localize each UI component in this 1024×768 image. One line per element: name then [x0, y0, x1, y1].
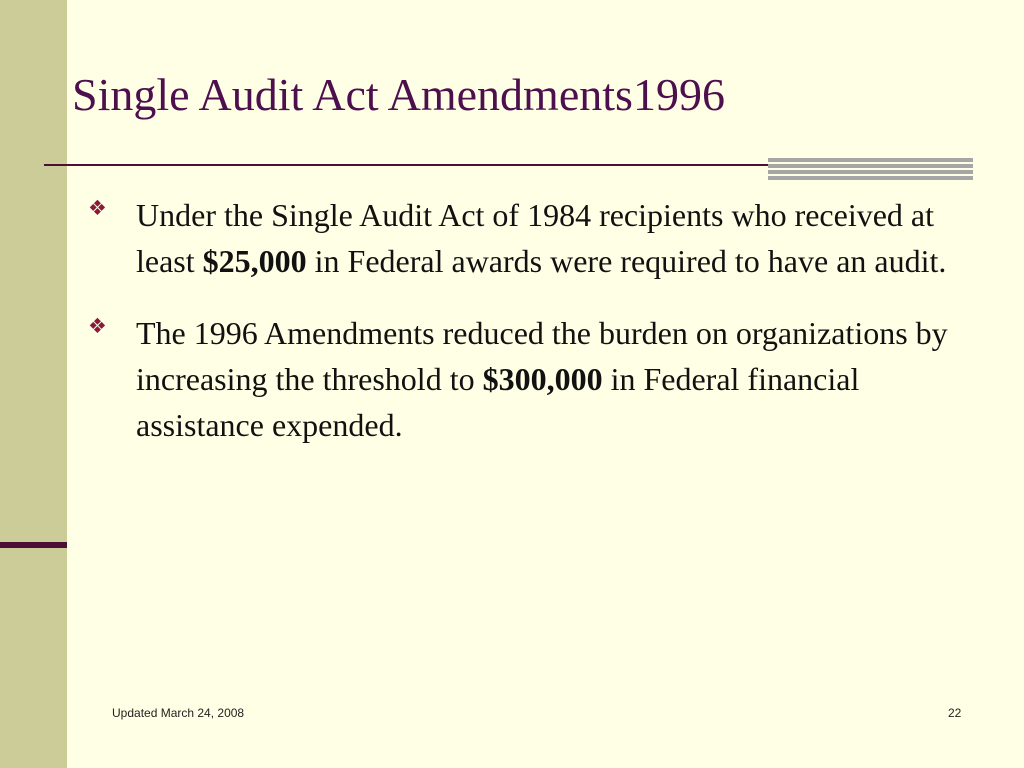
bullet-item	[88, 192, 968, 284]
left-accent-bar	[0, 542, 67, 548]
slide-number: 22	[948, 706, 962, 720]
bullet-amount: $300,000	[482, 361, 603, 397]
bullet-text-post: in Federal awards were required to have an audit.	[306, 243, 947, 279]
left-decorative-band	[0, 0, 67, 768]
bullet-text-post: in Federal financial assistance expended.	[136, 361, 860, 443]
diamond-bullet-icon: ❖	[88, 314, 107, 338]
diamond-bullet-icon: ❖	[88, 196, 107, 220]
bullet-text-pre: Under the Single Audit Act of 1984 recipients who received at least	[136, 197, 935, 279]
footer-date: Updated March 24, 2008	[112, 706, 245, 720]
bullet-text-pre: The 1996 Amendments reduced the burden on organizations by increasing the threshold to	[136, 315, 948, 397]
slide-title: Single Audit Act Amendments1996	[72, 69, 725, 120]
bullet-item	[88, 310, 968, 448]
decorative-gray-bars	[768, 158, 973, 180]
bullet-amount: $25,000	[202, 243, 307, 279]
bullet-list	[88, 192, 968, 474]
